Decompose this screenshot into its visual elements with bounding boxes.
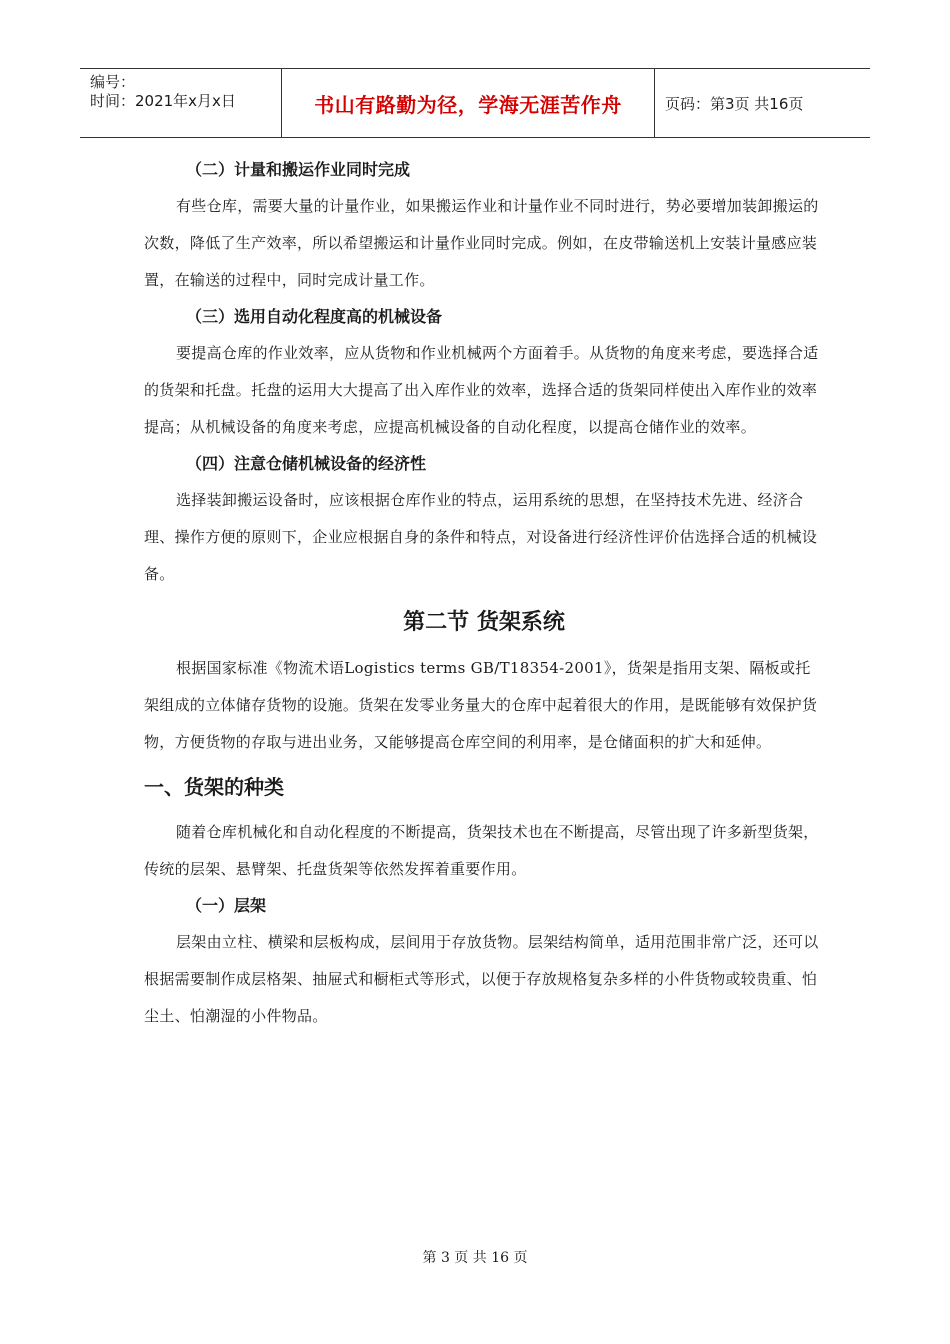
document-date: 时间：2021年x月x日 (90, 92, 236, 110)
paragraph-2: 有些仓库，需要大量的计量作业，如果搬运作业和计量作业不同时进行，势必要增加装卸搬运的次数，降低了生产效率，所以希望搬运和计量作业同时完成。例如，在皮带输送机上安装计量感应装置，在输送的过程中，同时完成计量工作。 (144, 197, 819, 289)
subheading-3: （三）选用自动化程度高的机械设备 (186, 307, 443, 326)
section-title: 第二节 货架系统 (403, 610, 565, 635)
paragraph-1: 层架由立柱、横梁和层板构成，层间用于存放货物。层架结构简单，适用范围非常广泛，还可以根据需要制作成层格架、抽屉式和橱柜式等形式，以便于存放规格复杂多样的小件货物或较贵重、怕尘土、怕潮湿的小件物品。 (144, 933, 819, 1025)
subheading-2: （二）计量和搬运作业同时完成 (186, 160, 411, 179)
heading-shelf-types: 一、货架的种类 (144, 775, 284, 799)
subheading-1: （一）层架 (186, 896, 267, 915)
paragraph-4: 选择装卸搬运设备时，应该根据仓库作业的特点，运用系统的思想，在坚持技术先进、经济合理、操作方便的原则下，企业应根据自身的条件和特点，对设备进行经济性评价估选择合适的机械设备。 (144, 491, 818, 583)
header-motto-cell (282, 69, 655, 137)
shelf-types-paragraph: 随着仓库机械化和自动化程度的不断提高，货架技术也在不断提高，尽管出现了许多新型货架，传统的层架、悬臂架、托盘货架等依然发挥着重要作用。 (144, 823, 819, 878)
page-header (80, 68, 870, 138)
page-footer: 第 3 页 共 16 页 (422, 1250, 528, 1266)
header-page-info: 页码：第3页 共16页 (665, 94, 804, 113)
header-motto: 书山有路勤为径，学海无涯苦作舟 (314, 92, 622, 117)
subheading-4: （四）注意仓储机械设备的经济性 (186, 454, 427, 473)
header-meta (80, 69, 282, 137)
paragraph-3: 要提高仓库的作业效率，应从货物和作业机械两个方面着手。从货物的角度来考虑，要选择合适的货架和托盘。托盘的运用大大提高了出入库作业的效率，选择合适的货架同样使出入库作业的效率提高；从机械设备的角度来考虑，应提高机械设备的自动化程度，以提高仓储作业的效率。 (144, 344, 819, 436)
document-number-label: 编号： (90, 73, 136, 91)
section-paragraph: 根据国家标准《物流术语Logistics terms GB/T18354-2001》，货架是指用支架、隔板或托架组成的立体储存货物的设施。货架在发零业务量大的仓库中起着很大的作用，是既能够有效保护货物，方便货物的存取与进出业务，又能够提高仓库空间的利用率，是仓储面积的扩大和延伸。 (144, 659, 818, 751)
document-body (144, 152, 824, 1035)
